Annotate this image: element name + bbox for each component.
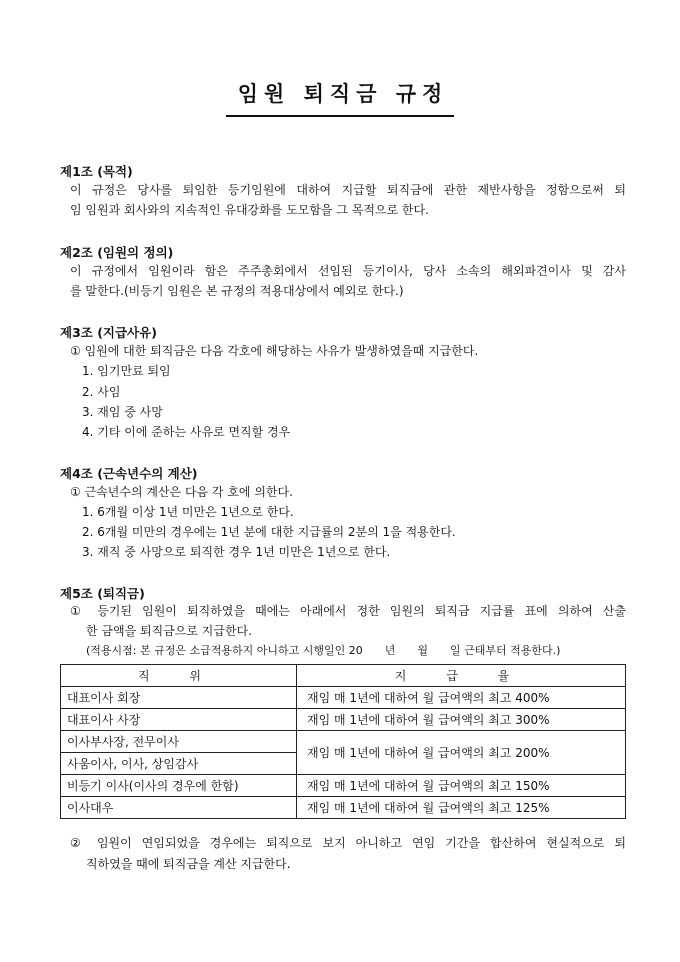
article-4-intro: ① 근속년수의 계산은 다음 각 호에 의한다. [70,485,293,499]
table-cell-position: 대표이사 회장 [61,687,297,709]
table-cell-position: 사움이사, 이사, 상임감사 [61,753,297,775]
article-5-note: (적용시점: 본 규정은 소급적용하지 아니하고 시행일인 20 년 월 일 근태부터 적용한다.) [86,644,561,657]
article-3-heading: 제3조 (지급사유) [60,325,157,340]
article-2-heading: 제2조 (임원의 정의) [60,245,174,260]
article-5-heading: 제5조 (퇴직금) [60,586,145,601]
article-4-item-1: 1. 6개월 이상 1년 미만은 1년으로 한다. [82,505,294,519]
article-3-item-3: 3. 재임 중 사망 [82,405,163,419]
article-1-heading: 제1조 (목적) [60,164,133,179]
table-cell-position: 이사대우 [61,797,297,819]
table-cell-rate: 재임 매 1년에 대하여 월 급여액의 최고 400% [297,687,626,709]
retirement-rate-table [60,664,626,819]
table-cell-rate: 재임 매 1년에 대하여 월 급여액의 최고 200% [297,731,626,775]
article-3-item-4: 4. 기타 이에 준하는 사유로 면직할 경우 [82,425,291,439]
table-row [61,797,626,819]
article-1-line-1: 이 규정은 당사를 퇴임한 등기임원에 대하여 지급할 퇴직금에 관한 제반사항을 정함으로써 퇴 [70,183,626,197]
document-title-wrap [0,74,680,117]
table-header-position: 직 위 [61,665,297,687]
table-header-rate: 지 급 율 [297,665,626,687]
article-4-item-3: 3. 재직 중 사망으로 퇴직한 경우 1년 미만은 1년으로 한다. [82,545,391,559]
article-3-intro: ① 임원에 대한 퇴직금은 다음 각호에 해당하는 사유가 발생하였을때 지급한다. [70,344,479,358]
article-4-item-2: 2. 6개월 미만의 경우에는 1년 분에 대한 지급률의 2분의 1을 적용한다. [82,525,456,539]
table-row [61,775,626,797]
article-4-heading: 제4조 (근속년수의 계산) [60,466,198,481]
article-3-item-1: 1. 임기만료 퇴임 [82,364,171,378]
table-cell-position: 대표이사 사장 [61,709,297,731]
document-title: 임원 퇴직금 규정 [226,74,455,117]
article-5-closing-line-1: ② 임원이 연임되었을 경우에는 퇴직으로 보지 아니하고 연임 기간을 합산하여 현실적으로 퇴 [70,836,626,850]
table-cell-rate: 재임 매 1년에 대하여 월 급여액의 최고 125% [297,797,626,819]
article-5-intro-line-2: 한 금액을 퇴직금으로 지급한다. [86,624,252,638]
table-row [61,709,626,731]
table-row [61,687,626,709]
table-cell-position: 비등기 이사(이사의 경우에 한함) [61,775,297,797]
table-cell-position: 이사부사장, 전무이사 [61,731,297,753]
article-5-intro-line-1: ① 등기된 임원이 퇴직하였을 때에는 아래에서 정한 임원의 퇴직금 지급률 표에 의하여 산출 [70,604,626,618]
article-2-line-1: 이 규정에서 임원이라 함은 주주총회에서 선임된 등기이사, 당사 소속의 해외파견이사 및 감사 [70,264,626,278]
table-cell-rate: 재임 매 1년에 대하여 월 급여액의 최고 300% [297,709,626,731]
table-cell-rate: 재임 매 1년에 대하여 월 급여액의 최고 150% [297,775,626,797]
article-5-closing-line-2: 직하였을 때에 퇴직금을 계산 지급한다. [86,857,291,871]
article-2-line-2: 를 말한다.(비등기 임원은 본 규정의 적용대상에서 예외로 한다.) [70,284,404,298]
article-3-item-2: 2. 사임 [82,385,121,399]
table-header-row [61,665,626,687]
table-row [61,731,626,753]
article-1-line-2: 임 임원과 회사와의 지속적인 유대강화를 도모함을 그 목적으로 한다. [70,203,429,217]
